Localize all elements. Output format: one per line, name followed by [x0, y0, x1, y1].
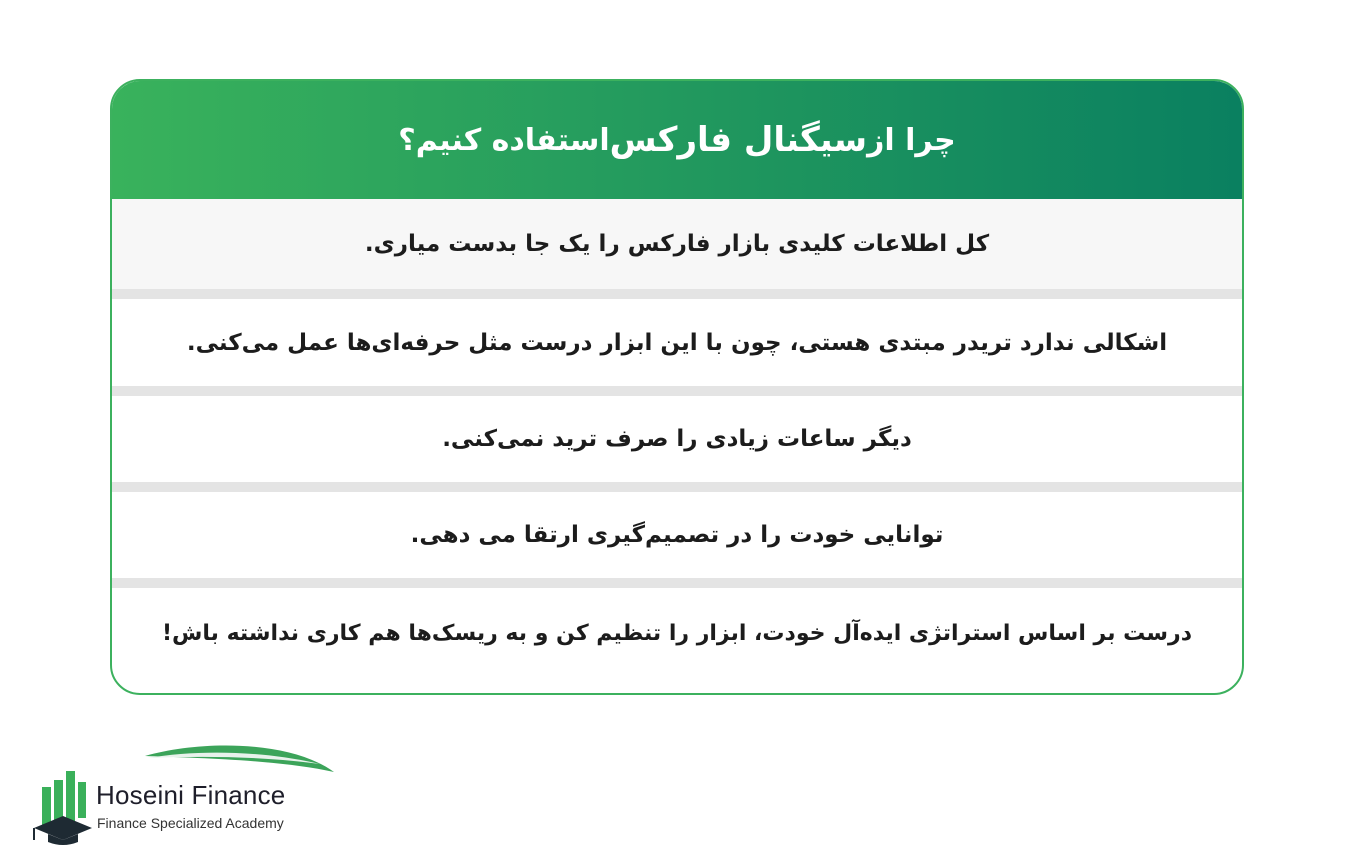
title-highlight: سیگنال فارکس — [609, 120, 868, 160]
reason-row-5: درست بر اساس استراتژی ایده‌آل خودت، ابزار را تنظیم کن و به ریسک‌ها هم کاری نداشته باش! — [162, 620, 1192, 646]
reasons-list — [112, 199, 1242, 678]
row-divider — [112, 289, 1242, 299]
row-divider — [112, 482, 1242, 492]
row-divider — [112, 578, 1242, 588]
reason-row-2: اشکالی ندارد تریدر مبتدی هستی، چون با این ابزار درست مثل حرفه‌ای‌ها عمل می‌کنی. — [186, 329, 1168, 356]
reason-row-3: دیگر ساعات زیادی را صرف ترید نمی‌کنی. — [442, 426, 912, 452]
row-divider — [112, 386, 1242, 396]
brand-tagline: Finance Specialized Academy — [97, 815, 284, 831]
company-logo — [30, 742, 350, 847]
brand-name: Hoseini Finance — [96, 780, 286, 810]
card-header — [112, 81, 1242, 199]
title-part1: چرا از — [867, 122, 956, 158]
reason-row-4: توانایی خودت را در تصمیم‌گیری ارتقا می دهی. — [410, 522, 944, 548]
title-part2: استفاده کنیم؟ — [398, 122, 610, 158]
reason-row-1: کل اطلاعات کلیدی بازار فارکس را یک جا بدست میاری. — [112, 199, 1242, 289]
reasons-card — [110, 79, 1244, 695]
